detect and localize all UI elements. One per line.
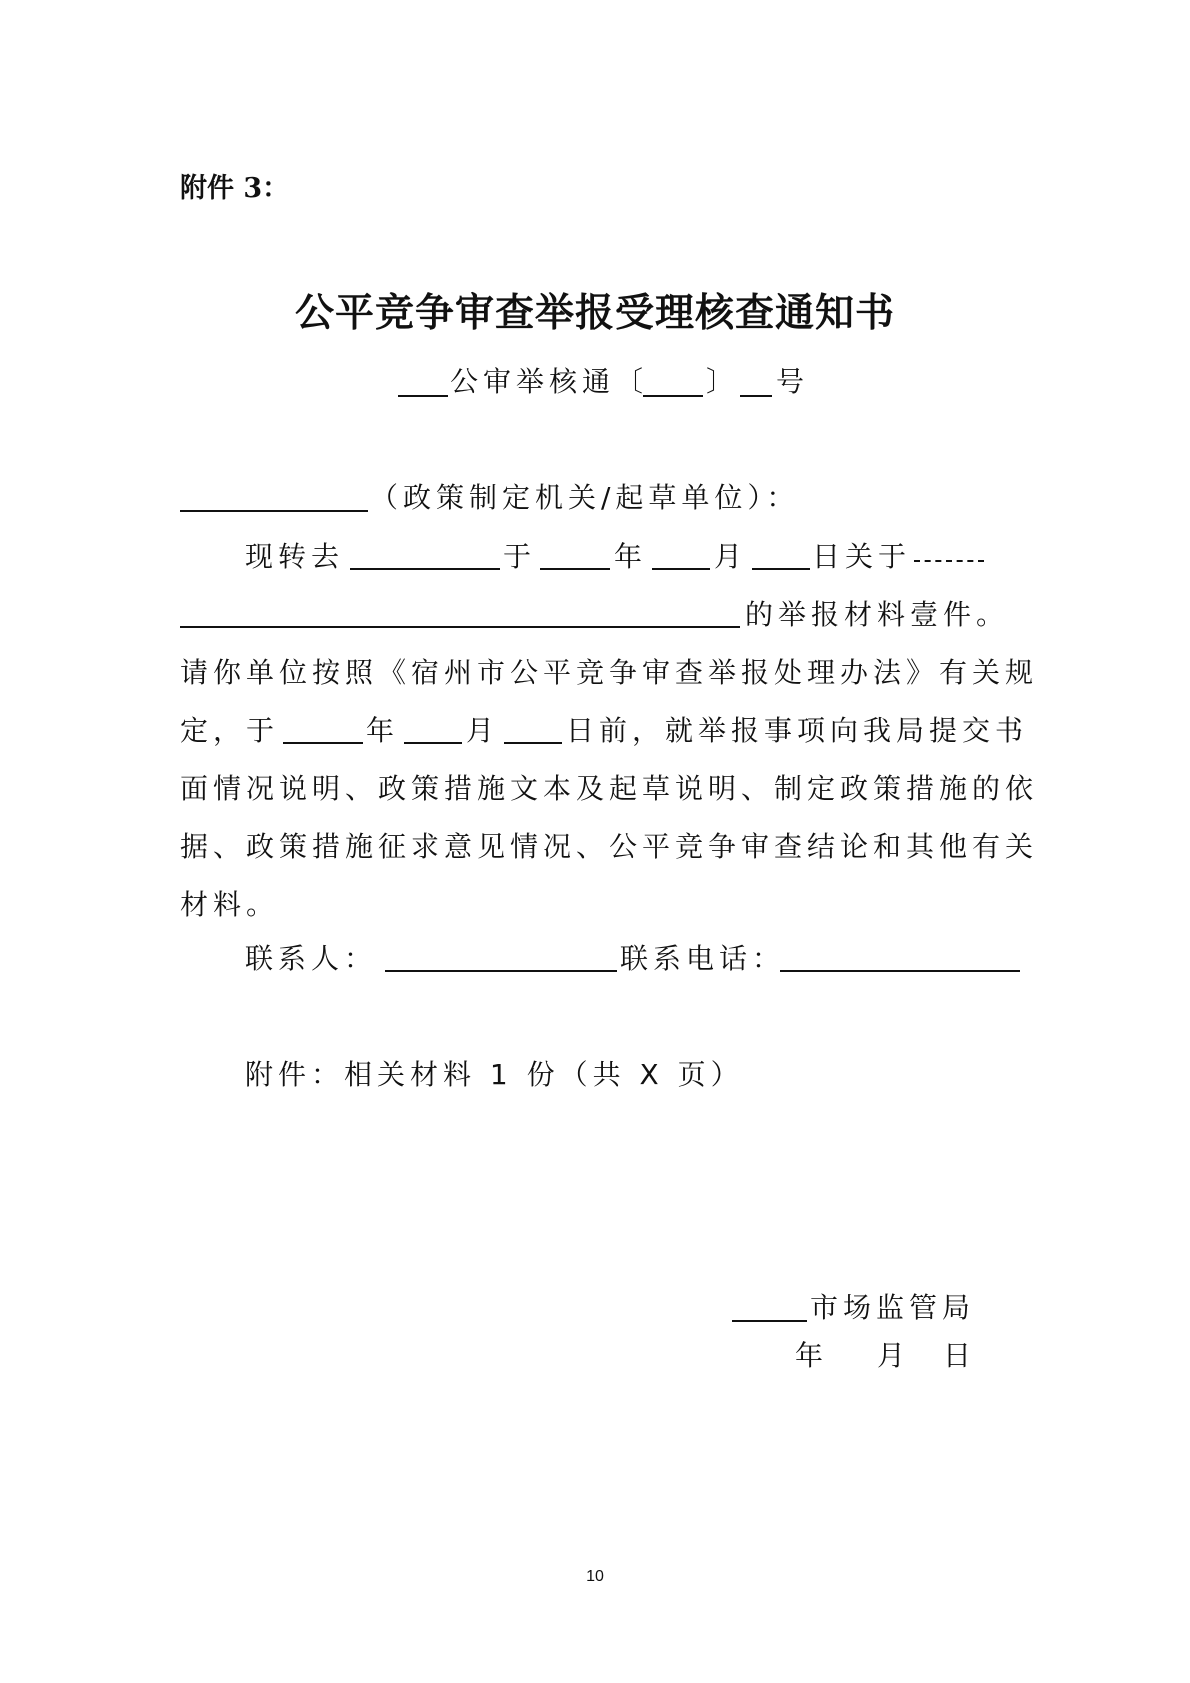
doc-number-blank-no <box>740 395 772 397</box>
doc-number-bracket-close: 〕 <box>706 365 740 398</box>
document-title: 公平竞争审查举报受理核查通知书 <box>294 290 895 336</box>
blank-complainant <box>350 568 500 570</box>
para-line4-yue: 月 <box>466 714 500 747</box>
contact-person-blank <box>385 970 617 972</box>
para-line4-ri-qian: 日前，就举报事项向我局提交书 <box>566 714 1029 747</box>
para-line1-yue: 月 <box>714 540 748 573</box>
para-line6: 据、政策措施征求意见情况、公平竞争审查结论和其他有关 <box>180 830 1039 863</box>
para-line7: 材料。 <box>180 888 280 921</box>
signature-org: 市场监管局 <box>810 1291 976 1324</box>
doc-number-blank-year <box>643 395 703 397</box>
blank-year-1 <box>540 568 610 570</box>
para-line5: 面情况说明、政策措施文本及起草说明、制定政策措施的依 <box>180 772 1039 805</box>
signature-date-yue: 月 <box>877 1339 911 1372</box>
para-line1-ri-guanyu: 日关于 <box>812 540 912 573</box>
para-line1-zhuanqu: 现转去 <box>245 540 345 573</box>
blank-subject <box>180 626 740 628</box>
para-line4-nian: 年 <box>366 714 400 747</box>
page-number: 10 <box>586 1568 604 1585</box>
attachment-label: 附件 3： <box>180 173 290 204</box>
para-line1-yu: 于 <box>503 540 537 573</box>
blank-year-2 <box>283 742 363 744</box>
para-line1-nian: 年 <box>614 540 648 573</box>
blank-day-2 <box>504 742 562 744</box>
signature-date-nian: 年 <box>795 1339 829 1372</box>
para-line3: 请你单位按照《宿州市公平竞争审查举报处理办法》有关规 <box>180 656 1039 689</box>
doc-number-suffix: 号 <box>776 365 810 398</box>
blank-month-2 <box>404 742 462 744</box>
para-line2-material: 的举报材料壹件。 <box>745 598 1010 631</box>
signature-org-blank <box>732 1320 807 1322</box>
addressee-label: （政策制定机关/起草单位）： <box>370 481 800 514</box>
contact-phone-label: 联系电话： <box>620 942 786 975</box>
signature-date-ri: 日 <box>943 1339 977 1372</box>
addressee-blank <box>180 510 368 512</box>
blank-month-1 <box>652 568 710 570</box>
contact-phone-blank <box>780 970 1020 972</box>
para-line4-ding-yu: 定，于 <box>180 714 280 747</box>
doc-number-blank-1 <box>398 395 448 397</box>
doc-number-prefix: 公审举核通〔 <box>450 365 649 398</box>
blank-subject-dash <box>914 560 984 562</box>
blank-day-1 <box>752 568 810 570</box>
contact-person-label: 联系人： <box>245 942 378 975</box>
attachment-note: 附件：相关材料 1 份（共 X 页） <box>245 1058 744 1091</box>
